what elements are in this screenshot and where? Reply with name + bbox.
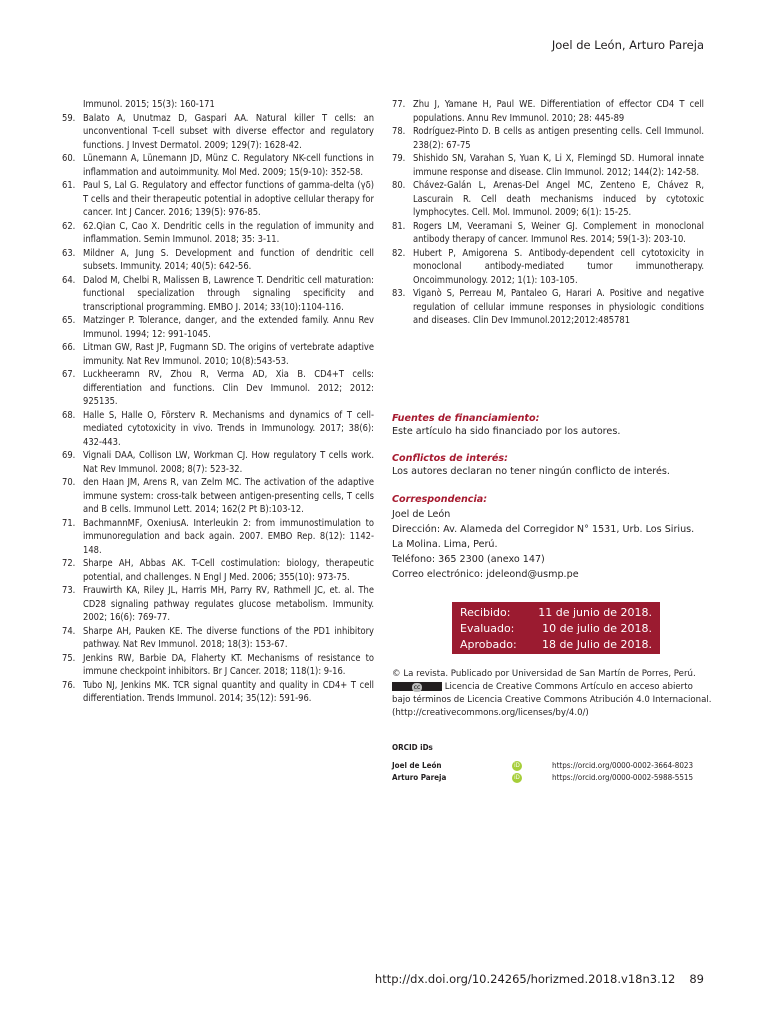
reference-number: 72.: [62, 558, 76, 569]
reference-text: Luckheeramn RV, Zhou R, Verma AD, Xia B. CD4+T cells: differentiation and functions. Clin Dev Immunol. 2012; 2012: 925135.: [83, 369, 374, 407]
page-footer: [375, 972, 704, 986]
reference-text: Rogers LM, Veeramani S, Weiner GJ. Complement in monoclonal antibody therapy of cancer. Immunol Res. 2014; 59(1-3): 203-10.: [413, 220, 704, 245]
reference-text: Sharpe AH, Pauken KE. The diverse functions of the PD1 inhibitory pathway. Nat Rev Immunol. 2018; 18(3): 153-67.: [83, 625, 374, 650]
reference-text: Sharpe AH, Abbas AK. T-Cell costimulation: biology, therapeutic potential, and challenges. N Engl J Med. 2006; 355(10): 973-75.: [83, 558, 374, 583]
reference-text: Shishido SN, Varahan S, Yuan K, Li X, Flemingd SD. Humoral innate immune response and disease. Clin Immunol. 2012; 144(2): 142-58.: [413, 153, 704, 178]
conflicts-text: Los autores declaran no tener ningún conflicto de interés.: [392, 466, 670, 477]
reference-item: [62, 409, 374, 450]
reference-item: [62, 625, 374, 652]
reference-text: 62.Qian C, Cao X. Dendritic cells in the regulation of immunity and inflammation. Semin Immunol. 2018; 35: 3-11.: [83, 220, 374, 245]
article-dates-box: [452, 602, 660, 654]
reference-number: 66.: [62, 342, 76, 353]
reference-number: 70.: [62, 477, 76, 488]
reference-text: den Haan JM, Arens R, van Zelm MC. The activation of the adaptive immune system: cross-talk between antigen-presenting cells, T cells and B cells. Immunol Lett. 2014; 162(2 Pt B):103-12.: [83, 477, 374, 515]
reference-number: 77.: [392, 99, 406, 110]
conflicts-title: Conflictos de interés:: [392, 453, 508, 464]
reference-item: [392, 179, 704, 220]
correspondence-phone: Teléfono: 365 2300 (anexo 147): [392, 554, 545, 565]
reference-item: [62, 679, 374, 706]
reference-text: Jenkins RW, Barbie DA, Flaherty KT. Mechanisms of resistance to immune checkpoint inhibitors. Br J Cancer. 2018; 118(1): 9-16.: [83, 652, 374, 677]
orcid-url[interactable]: https://orcid.org/0000-0002-3664-8023: [552, 761, 694, 770]
reference-text: Mildner A, Jung S. Development and function of dendritic cell subsets. Immunity. 2014; 40(5): 642-56.: [83, 247, 374, 272]
reference-item: [62, 152, 374, 179]
orcid-author-name: Arturo Pareja: [392, 773, 447, 782]
reference-item: [62, 314, 374, 341]
reference-number: 62.: [62, 220, 76, 232]
reference-number: 65.: [62, 315, 76, 326]
evaluated-label: Evaluado:: [460, 622, 515, 635]
running-header: Joel de León, Arturo Pareja: [551, 38, 704, 52]
orcid-block: [392, 742, 712, 784]
reference-text: Halle S, Halle O, Försterv R. Mechanisms and dynamics of T cell-mediated cytotoxicity in vivo. Trends in Immunology. 2017; 38(6): 432-443.: [83, 409, 374, 448]
reference-number: 82.: [392, 247, 406, 259]
reference-number: 60.: [62, 153, 76, 164]
reference-text: Balato A, Unutmaz D, Gaspari AA. Natural killer T cells: an unconventional T-cell subset with diverse effector and regulatory functions. J Invest Dermatol. 2009; 129(7): 1628-42.: [83, 112, 374, 151]
reference-item: [62, 274, 374, 315]
license-text: Licencia de Creative Commons Artículo en acceso abierto: [444, 682, 693, 692]
orcid-author-name: Joel de León: [392, 761, 442, 770]
reference-text: Frauwirth KA, Riley JL, Harris MH, Parry RV, Rathmell JC, et. al. The CD28 signaling pathway regulates glucose metabolism. Immunity. 2002; 16(6): 769-77.: [83, 585, 374, 623]
reference-item: [62, 179, 374, 220]
reference-item: [62, 341, 374, 368]
received-label: Recibido:: [460, 606, 511, 619]
evaluated-date: 10 de julio de 2018.: [542, 622, 652, 635]
license-terms: bajo términos de Licencia Creative Commons Atribución 4.0 Internacional.: [392, 695, 712, 705]
reference-text: Zhu J, Yamane H, Paul WE. Differentiation of effector CD4 T cell populations. Annu Rev Immunol. 2010; 28: 445-89: [413, 99, 704, 124]
reference-number: 64.: [62, 274, 76, 286]
references-left-column: [62, 98, 374, 706]
reference-number: 80.: [392, 180, 406, 191]
doi-link[interactable]: http://dx.doi.org/10.24265/horizmed.2018.v18n3.12: [374, 972, 676, 986]
reference-text: Paul S, Lal G. Regulatory and effector functions of gamma-delta (γδ) T cells and their therapeutic potential in adoptive cellular therapy for cancer. Int J Cancer. 2016; 139(5): 976-85.: [83, 180, 374, 218]
reference-item: [62, 112, 374, 153]
funding-text: Este artículo ha sido financiado por los autores.: [392, 426, 621, 437]
orcid-icon[interactable]: iD: [512, 761, 522, 771]
reference-number: 69.: [62, 450, 76, 461]
reference-number: 71.: [62, 517, 76, 529]
reference-item: [62, 476, 374, 517]
correspondence-name: Joel de León: [392, 509, 451, 520]
reference-item: [62, 449, 374, 476]
reference-number: 61.: [62, 180, 76, 191]
reference-item: [62, 557, 374, 584]
reference-text: Immunol. 2015; 15(3): 160-171: [83, 99, 215, 110]
reference-item: [62, 368, 374, 409]
funding-title: Fuentes de financiamiento:: [392, 413, 540, 424]
license-url[interactable]: (http://creativecommons.org/licenses/by/4.0/): [392, 708, 589, 718]
reference-text: Vignali DAA, Collison LW, Workman CJ. How regulatory T cells work. Nat Rev Immunol. 2008; 8(7): 523-32.: [83, 450, 374, 475]
reference-item: [62, 584, 374, 625]
orcid-row: [392, 772, 712, 784]
reference-item: [62, 98, 374, 112]
reference-item: [62, 652, 374, 679]
reference-text: Hubert P, Amigorena S. Antibody-dependent cell cytotoxicity in monoclonal antibody-mediated tumor immunotherapy. Oncoimmunology. 2012; 1(1): 103-105.: [413, 247, 704, 286]
reference-number: 68.: [62, 409, 76, 421]
reference-text: Lünemann A, Lünemann JD, Münz C. Regulatory NK-cell functions in inflammation and autoimmunity. Mol Med. 2009; 15(9-10): 352-58.: [83, 153, 374, 178]
reference-number: 79.: [392, 153, 406, 164]
reference-number: 81.: [392, 220, 406, 232]
license-block: [392, 668, 712, 720]
orcid-title: ORCID iDs: [392, 743, 433, 752]
correspondence-address-1: Dirección: Av. Alameda del Corregidor N° 1531, Urb. Los Sirius.: [392, 524, 695, 535]
creative-commons-badge-icon[interactable]: cc: [392, 682, 442, 691]
reference-number: 76.: [62, 679, 76, 691]
reference-text: Litman GW, Rast JP, Fugmann SD. The origins of vertebrate adaptive immunity. Nat Rev Immunol. 2010; 10(8):543-53.: [83, 342, 374, 367]
correspondence-section: [392, 492, 712, 582]
reference-text: Chávez-Galán L, Arenas-Del Angel MC, Zenteno E, Chávez R, Lascurain R. Cell death mechanisms induced by cytotoxic lymphocytes. Cell. Mol. Immunol. 2009; 6(1): 15-25.: [413, 180, 704, 218]
reference-item: [392, 287, 704, 328]
reference-text: Rodríguez-Pinto D. B cells as antigen presenting cells. Cell Immunol. 238(2): 67-75: [413, 126, 704, 151]
reference-number: 63.: [62, 247, 76, 259]
reference-number: 74.: [62, 625, 76, 637]
approved-date: 18 de Julio de 2018.: [541, 638, 652, 651]
orcid-row: [392, 760, 712, 772]
reference-text: Viganò S, Perreau M, Pantaleo G, Harari A. Positive and negative regulation of cellular immune responses in physiologic conditions and diseases. Clin Dev Immunol.2012;2012:485781: [413, 288, 704, 326]
received-date: 11 de junio de 2018.: [538, 606, 652, 619]
references-right-column: [392, 98, 704, 328]
funding-section: [392, 412, 712, 438]
orcid-icon[interactable]: iD: [512, 773, 522, 783]
reference-item: [392, 247, 704, 288]
reference-number: 75.: [62, 652, 76, 664]
reference-number: 67.: [62, 369, 76, 380]
reference-number: 78.: [392, 126, 406, 137]
conflicts-section: [392, 452, 712, 478]
page-number: 89: [689, 972, 704, 986]
reference-text: Dalod M, Chelbi R, Malissen B, Lawrence T. Dendritic cell maturation: functional specialization through signaling specificity and transcriptional programming. EMBO J. 2014; 33(10):1104-116.: [83, 274, 374, 313]
reference-number: 73.: [62, 585, 76, 596]
approved-label: Aprobado:: [460, 638, 517, 651]
reference-item: [392, 125, 704, 152]
correspondence-address-2: La Molina. Lima, Perú.: [392, 539, 498, 550]
reference-item: [62, 517, 374, 558]
reference-text: Tubo NJ, Jenkins MK. TCR signal quantity and quality in CD4+ T cell differentiation. Trends Immunol. 2014; 35(12): 591-96.: [83, 679, 374, 704]
reference-text: BachmannMF, OxeniusA. Interleukin 2: from immunostimulation to immunoregulation and back again. 2007. EMBO Rep. 8(12): 1142-148.: [83, 517, 374, 556]
correspondence-title: Correspondencia:: [392, 494, 488, 505]
copyright-line: © La revista. Publicado por Universidad de San Martín de Porres, Perú.: [392, 669, 696, 679]
reference-item: [62, 220, 374, 247]
correspondence-email: Correo electrónico: jdeleond@usmp.pe: [392, 569, 579, 580]
reference-item: [392, 152, 704, 179]
reference-text: Matzinger P. Tolerance, danger, and the extended family. Annu Rev Immunol. 1994; 12: 991-1045.: [83, 315, 374, 340]
reference-number: 83.: [392, 288, 406, 299]
reference-item: [392, 220, 704, 247]
reference-item: [62, 247, 374, 274]
reference-item: [392, 98, 704, 125]
reference-number: 59.: [62, 112, 76, 124]
orcid-url[interactable]: https://orcid.org/0000-0002-5988-5515: [552, 773, 694, 782]
